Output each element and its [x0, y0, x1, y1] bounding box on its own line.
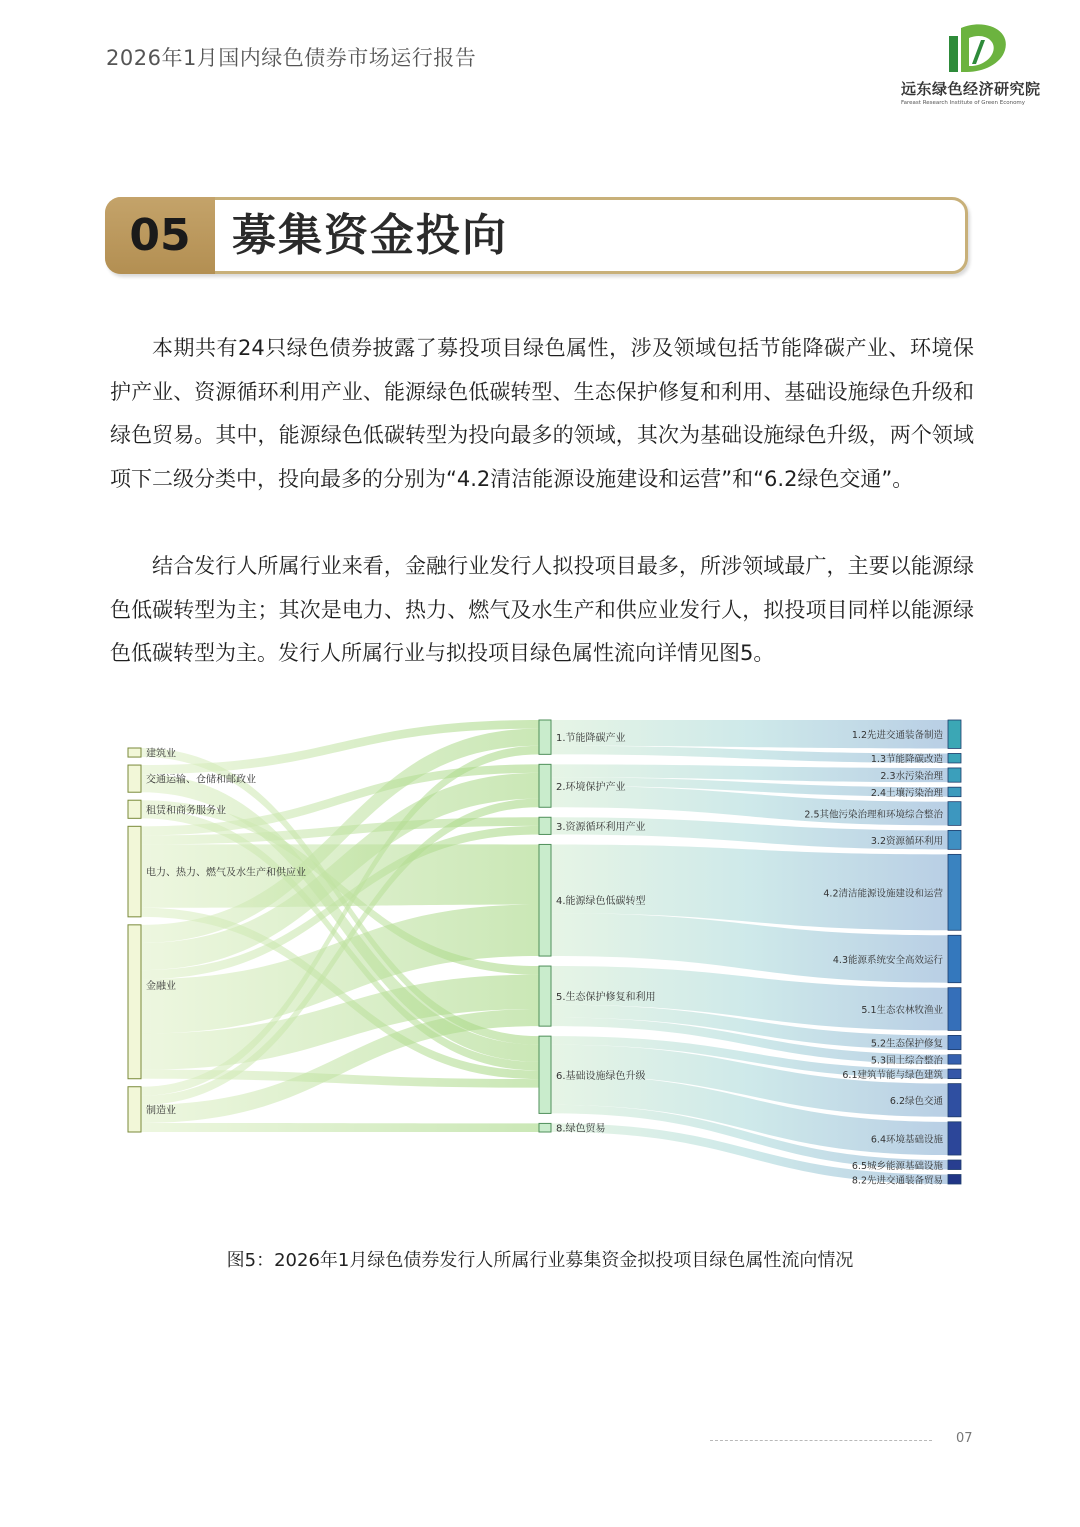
subcategory-node-s61 [948, 1069, 961, 1078]
figure-caption: 图5：2026年1月绿色债券发行人所属行业募集资金拟投项目绿色属性流向情况 [226, 1250, 854, 1271]
industry-node-dl [128, 826, 141, 917]
page-number: 07 [956, 1431, 973, 1446]
subcategory-label-s82: 8.2先进交通装备贸易 [851, 1175, 943, 1187]
subcategory-node-s51 [948, 988, 961, 1031]
subcategory-label-s53: 5.3国土综合整治 [870, 1055, 943, 1067]
subcategory-label-s42: 4.2清洁能源设施建设和运营 [823, 888, 943, 900]
body-paragraph-1: 本期共有24只绿色债券披露了募投项目绿色属性，涉及领域包括节能降碳产业、环境保护产业、资源循环利用产业、能源绿色低碳转型、生态保护修复和利用、基础设施绿色升级和绿色贸易。其中，能源绿色低碳转型为投向最多的领域，其次为基础设施绿色升级，两个领域项下二级分类中，投向最多的分别为“4.2清洁能源设施建设和运营”和“6.2绿色交通”。 [110, 336, 974, 491]
subcategory-label-s61: 6.1建筑节能与绿色建筑 [842, 1069, 943, 1081]
category-node-c3 [539, 817, 551, 834]
subcategory-node-s65 [948, 1160, 961, 1169]
subcategory-label-s62: 6.2绿色交通 [889, 1096, 943, 1108]
industry-node-zz [128, 1087, 141, 1132]
category-label-c8: 8.绿色贸易 [556, 1123, 606, 1135]
subcategory-node-s52 [948, 1035, 961, 1049]
category-node-c6 [539, 1036, 551, 1113]
sankey-chart [0, 700, 1080, 1200]
industry-label-jt: 交通运输、仓储和邮政业 [146, 774, 256, 786]
category-node-c1 [539, 720, 551, 754]
category-label-c2: 2.环境保护产业 [556, 781, 626, 793]
industry-label-zl: 租赁和商务服务业 [146, 805, 226, 817]
subcategory-node-s13 [948, 753, 961, 762]
subcategory-node-s43 [948, 935, 961, 982]
subcategory-node-s82 [948, 1175, 961, 1184]
subcategory-label-s64: 6.4环境基础设施 [870, 1134, 943, 1146]
industry-label-jr: 金融业 [146, 980, 176, 992]
category-label-c4: 4.能源绿色低碳转型 [556, 896, 646, 908]
subcategory-node-s42 [948, 854, 961, 930]
subcategory-label-s24: 2.4土壤污染治理 [870, 787, 943, 799]
industry-node-zl [128, 800, 141, 818]
subcategory-label-s52: 5.2生态保护修复 [870, 1038, 943, 1050]
category-node-c4 [539, 844, 551, 956]
logo-name-en: Fareast Research Institute of Green Economy [901, 100, 1026, 106]
industry-label-jz: 建筑业 [146, 748, 176, 760]
logo [895, 18, 1065, 108]
page-header-title: 2026年1月国内绿色债券市场运行报告 [106, 46, 477, 70]
category-label-c3: 3.资源循环利用产业 [556, 821, 646, 833]
subcategory-label-s43: 4.3能源系统安全高效运行 [832, 954, 943, 966]
category-label-c1: 1.节能降碳产业 [556, 733, 626, 745]
logo-name-cn: 远东绿色经济研究院 [901, 80, 1041, 98]
category-label-c6: 6.基础设施绿色升级 [556, 1070, 646, 1082]
industry-node-jr [128, 925, 141, 1079]
section-number: 05 [129, 210, 191, 261]
category-node-c2 [539, 764, 551, 807]
subcategory-node-s12 [948, 720, 961, 748]
sankey-link-zz-c8 [141, 1123, 539, 1132]
subcategory-node-s64 [948, 1122, 961, 1155]
section-number-box [105, 197, 215, 274]
category-node-c8 [539, 1123, 551, 1132]
subcategory-node-s62 [948, 1084, 961, 1117]
subcategory-node-s25 [948, 802, 961, 826]
category-node-c5 [539, 966, 551, 1026]
subcategory-label-s65: 6.5城乡能源基础设施 [851, 1160, 943, 1172]
subcategory-node-s32 [948, 830, 961, 849]
subcategory-node-s23 [948, 768, 961, 782]
section-banner [105, 197, 968, 274]
section-title: 募集资金投向 [232, 210, 508, 261]
body-paragraph-2: 结合发行人所属行业来看，金融行业发行人拟投项目最多，所涉领域最广，主要以能源绿色低碳转型为主；其次是电力、热力、燃气及水生产和供应业发行人，拟投项目同样以能源绿色低碳转型为主。发行人所属行业与拟投项目绿色属性流向详情见图5。 [110, 554, 974, 665]
subcategory-label-s51: 5.1生态农林牧渔业 [861, 1005, 943, 1017]
category-label-c5: 5.生态保护修复和利用 [556, 992, 656, 1004]
subcategory-node-s24 [948, 787, 961, 796]
industry-label-zz: 制造业 [146, 1105, 176, 1117]
industry-node-jz [128, 748, 141, 757]
subcategory-label-s25: 2.5其他污染治理和环境综合整治 [804, 809, 943, 821]
green-leaf-logo-icon [945, 18, 1015, 76]
subcategory-label-s12: 1.2先进交通装备制造 [851, 730, 943, 742]
subcategory-label-s32: 3.2资源循环利用 [870, 835, 943, 847]
subcategory-node-s53 [948, 1055, 961, 1064]
subcategory-label-s13: 1.3节能降碳改造 [870, 754, 943, 766]
subcategory-label-s23: 2.3水污染治理 [880, 771, 943, 783]
industry-label-dl: 电力、热力、燃气及水生产和供应业 [146, 867, 306, 879]
footer-divider [710, 1440, 932, 1441]
industry-node-jt [128, 765, 141, 792]
